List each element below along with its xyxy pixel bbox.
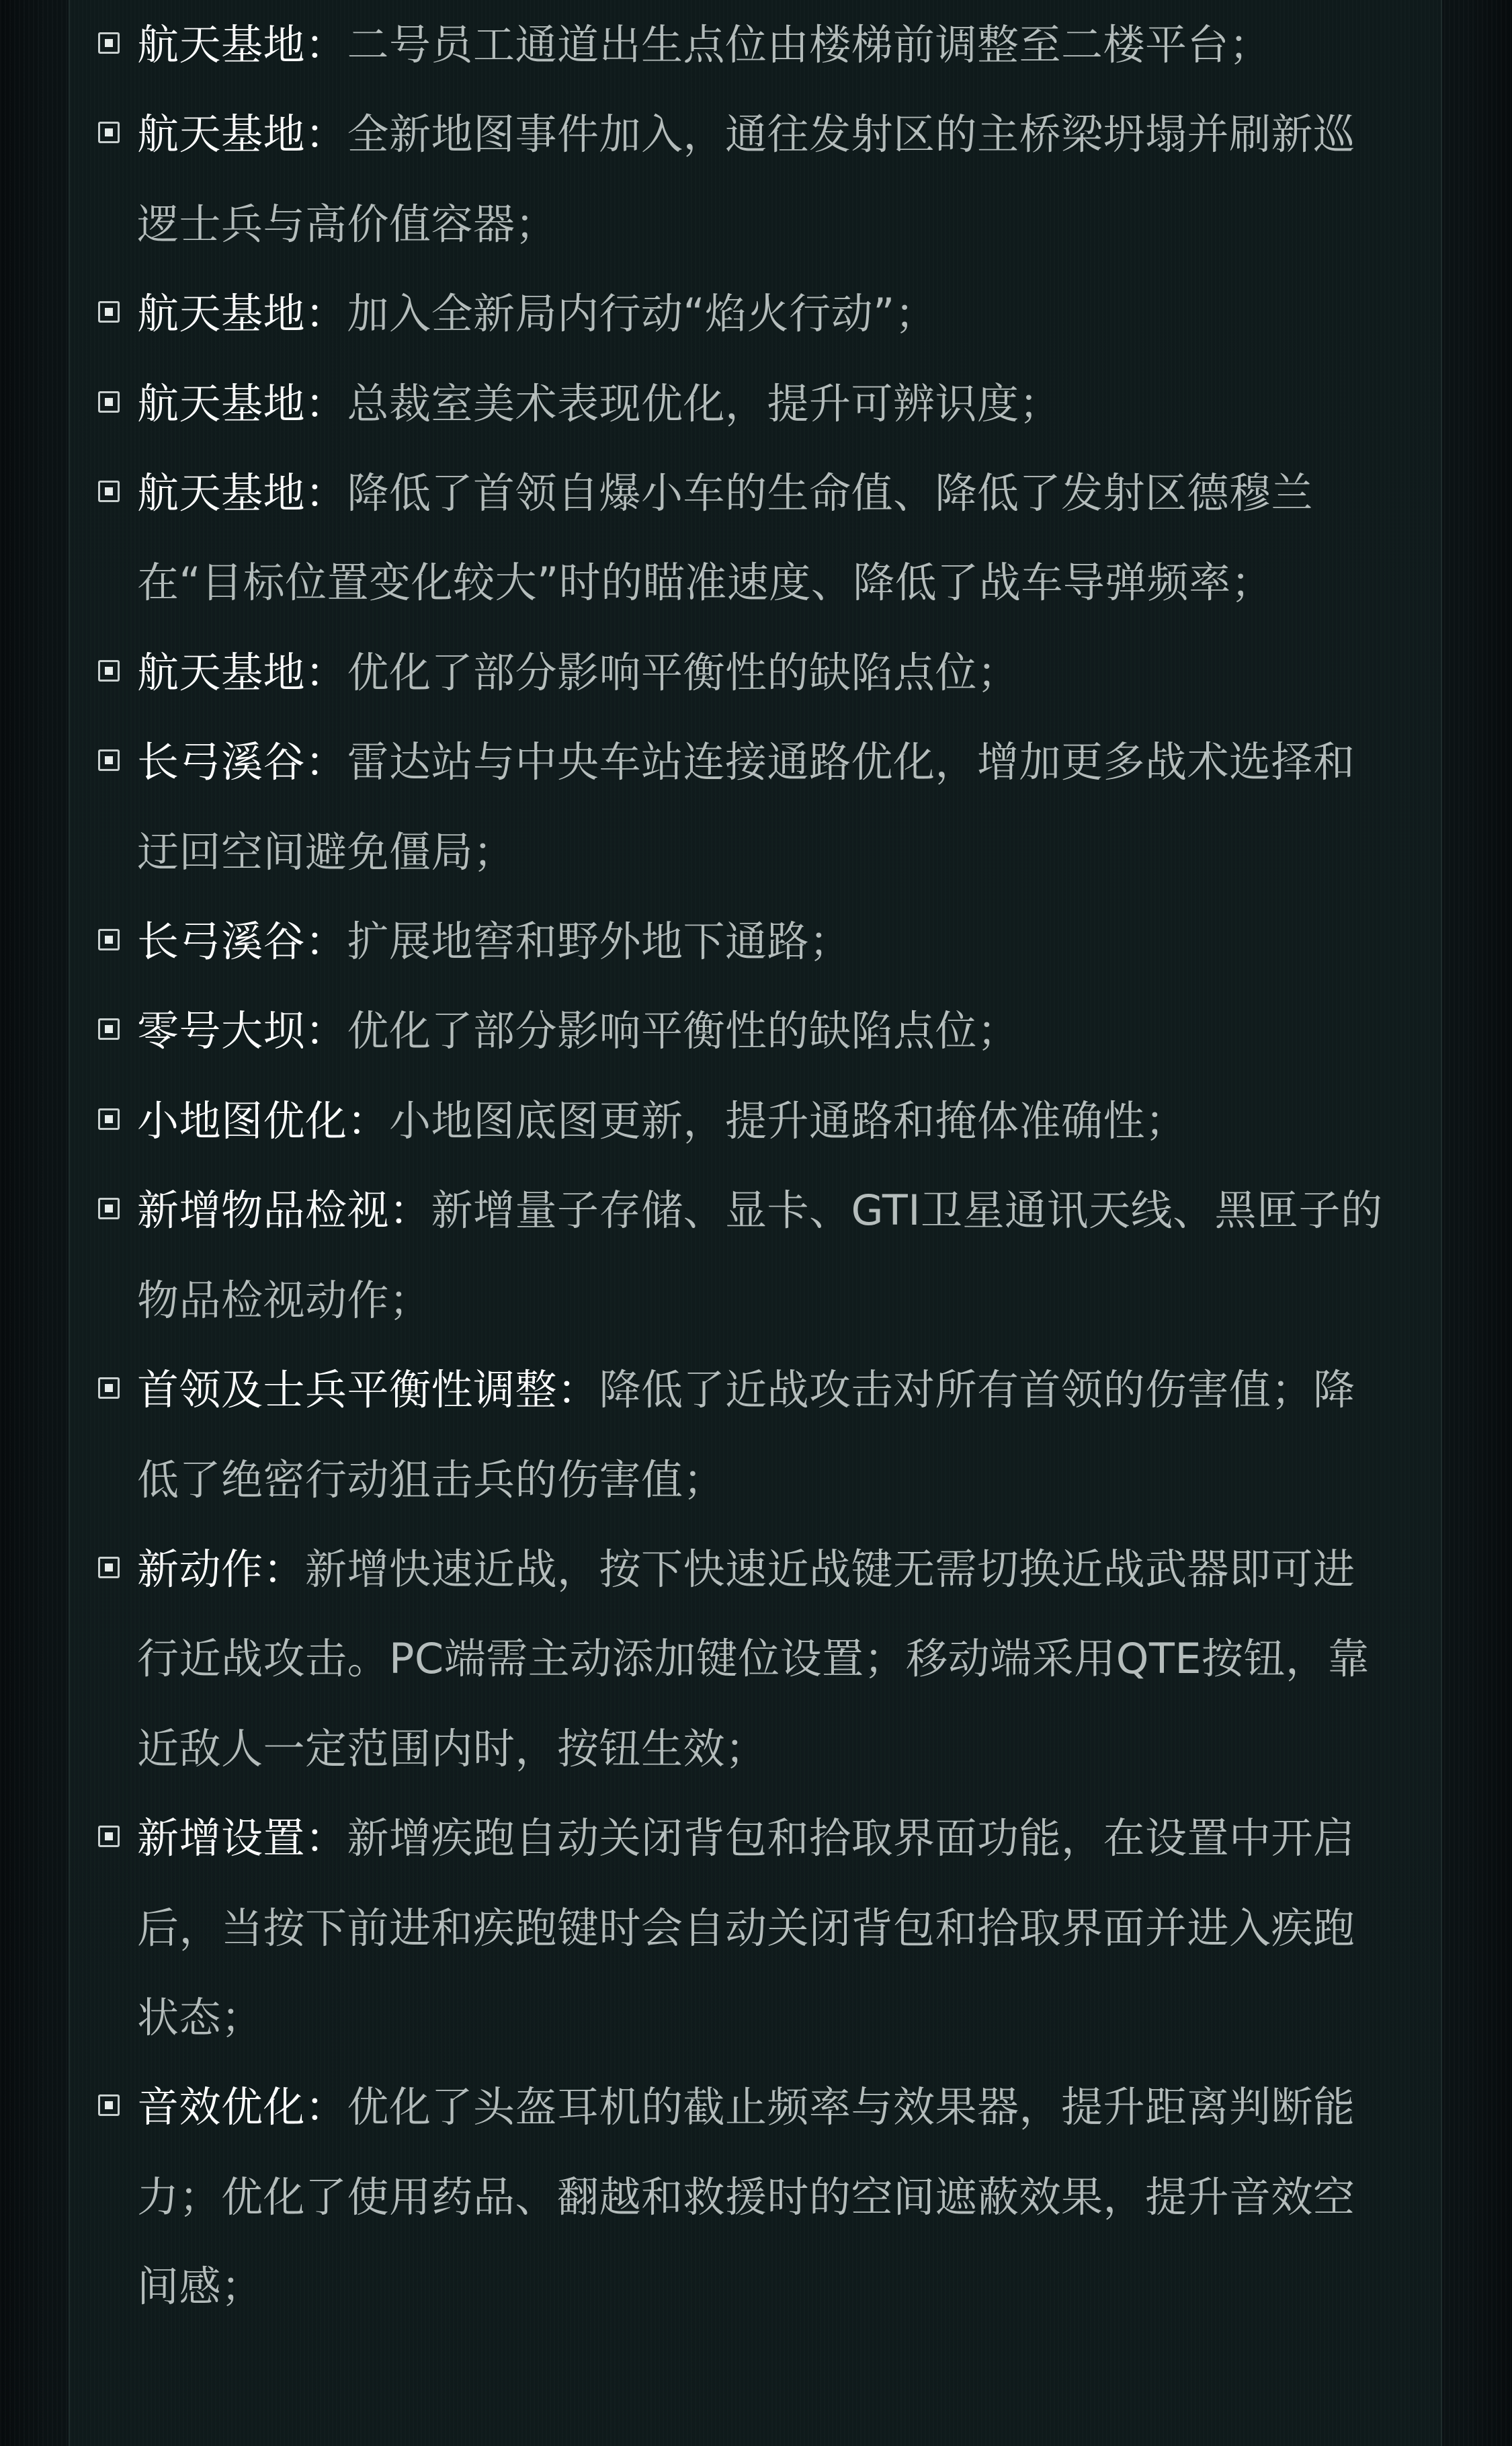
- list-item: [70, 1166, 1441, 1345]
- item-body: 全新地图事件加入，通往发射区的主桥梁坍塌并刷新巡逻士兵与高价值容器；: [137, 110, 1355, 249]
- square-bullet-icon: [98, 1198, 120, 1219]
- square-bullet-icon: [98, 1018, 120, 1040]
- square-bullet-icon: [98, 122, 120, 143]
- list-item: [70, 0, 1441, 89]
- square-bullet-icon: [98, 660, 120, 682]
- item-body: 新增疾跑自动关闭背包和拾取界面功能，在设置中开启后，当按下前进和疾跑键时会自动关闭背包和拾取界面并进入疾跑状态；: [137, 1813, 1355, 2042]
- list-item: [70, 717, 1441, 897]
- item-heading: 航天基地：: [137, 647, 347, 697]
- square-bullet-icon: [98, 749, 120, 771]
- item-body: 二号员工通道出生点位由楼梯前调整至二楼平台；: [347, 20, 1271, 69]
- item-heading: 音效优化：: [137, 2082, 347, 2132]
- item-heading: 零号大坝：: [137, 1006, 347, 1056]
- list-item: [70, 269, 1441, 358]
- item-heading: 航天基地：: [137, 20, 347, 69]
- square-bullet-icon: [98, 32, 120, 54]
- list-item: [70, 89, 1441, 269]
- list-item: [70, 1076, 1441, 1166]
- patch-notes-panel: [69, 0, 1442, 2446]
- item-body: 总裁室美术表现优化，提升可辨识度；: [347, 378, 1062, 428]
- item-body: 扩展地窖和野外地下通路；: [347, 917, 851, 967]
- item-body: 新增快速近战，按下快速近战键无需切换近战武器即可进行近战攻击。PC端需主动添加键位设置；移动端采用QTE按钮，靠近敌人一定范围内时，按钮生效；: [137, 1544, 1370, 1773]
- list-item: [70, 1345, 1441, 1524]
- square-bullet-icon: [98, 391, 120, 413]
- item-body: 降低了近战攻击对所有首领的伤害值；降低了绝密行动狙击兵的伤害值；: [137, 1365, 1355, 1504]
- item-body: 小地图底图更新，提升通路和掩体准确性；: [389, 1096, 1187, 1145]
- item-heading: 航天基地：: [137, 110, 347, 159]
- list-item: [70, 628, 1441, 717]
- item-body: 降低了首领自爆小车的生命值、降低了发射区德穆兰在“目标位置变化较大”时的瞄准速度、降低了战车导弹频率；: [137, 468, 1314, 608]
- square-bullet-icon: [98, 1108, 120, 1130]
- square-bullet-icon: [98, 2094, 120, 2116]
- item-heading: 首领及士兵平衡性调整：: [137, 1365, 599, 1415]
- item-heading: 新动作：: [137, 1544, 306, 1594]
- item-body: 优化了头盔耳机的截止频率与效果器，提升距离判断能力；优化了使用药品、翻越和救援时的空间遮蔽效果，提升音效空间感；: [137, 2082, 1355, 2312]
- square-bullet-icon: [98, 1557, 120, 1578]
- list-item: [70, 986, 1441, 1075]
- item-heading: 航天基地：: [137, 289, 347, 339]
- item-body: 优化了部分影响平衡性的缺陷点位；: [347, 1006, 1019, 1056]
- square-bullet-icon: [98, 1377, 120, 1399]
- square-bullet-icon: [98, 301, 120, 323]
- list-item: [70, 1524, 1441, 1793]
- item-body: 雷达站与中央车站连接通路优化，增加更多战术选择和迂回空间避免僵局；: [137, 737, 1355, 877]
- item-heading: 长弓溪谷：: [137, 917, 347, 967]
- item-body: 新增量子存储、显卡、GTI卫星通讯天线、黑匣子的物品检视动作；: [137, 1186, 1383, 1325]
- list-item: [70, 897, 1441, 986]
- square-bullet-icon: [98, 1826, 120, 1847]
- square-bullet-icon: [98, 481, 120, 502]
- square-bullet-icon: [98, 929, 120, 950]
- item-body: 优化了部分影响平衡性的缺陷点位；: [347, 647, 1019, 697]
- list-item: [70, 1793, 1441, 2062]
- item-heading: 新增设置：: [137, 1813, 347, 1863]
- item-heading: 航天基地：: [137, 468, 347, 518]
- item-heading: 小地图优化：: [137, 1096, 390, 1145]
- patch-notes-list: [70, 0, 1441, 2332]
- list-item: [70, 359, 1441, 448]
- item-body: 加入全新局内行动“焰火行动”；: [347, 289, 937, 339]
- list-item: [70, 2062, 1441, 2331]
- item-heading: 长弓溪谷：: [137, 737, 347, 787]
- list-item: [70, 448, 1441, 628]
- item-heading: 航天基地：: [137, 378, 347, 428]
- item-heading: 新增物品检视：: [137, 1186, 431, 1235]
